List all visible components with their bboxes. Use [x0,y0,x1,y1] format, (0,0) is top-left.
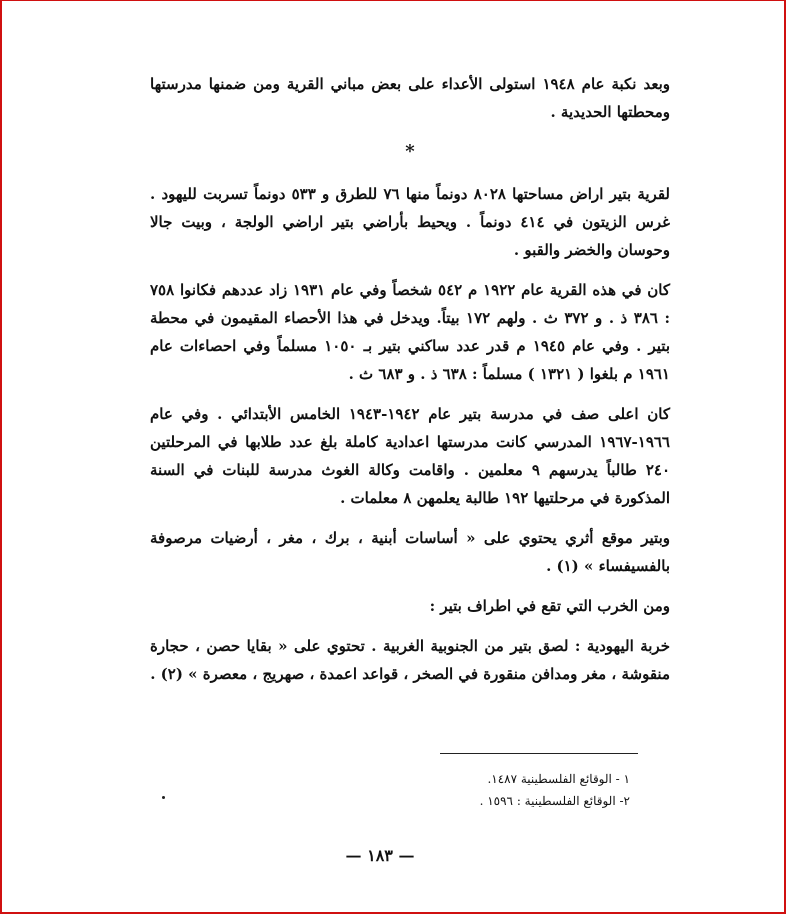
paragraph-ruins-intro: ومن الخرب التي تقع في اطراف بتير : [429,597,670,615]
paragraph-schools: كان اعلى صف في مدرسة بتير عام ١٩٤٢-١٩٤٣ الخامس الأبتدائي . وفي عام ١٩٦٦-١٩٦٧ المدرسي كانت مدرستها اعدادية كاملة بلغ عدد طلابها في المرحلتين ٢٤٠ طالباً يدرسهم ٩ معلمين . واقامت وكالة الغوث مدرسة للبنات في السنة المذكورة في مرحلتيها ١٩٢ طالبة يعلمهن ٨ معلمات . [150,405,670,507]
paragraph-khirbet-yahudiya [150,632,670,688]
page-number: — ١٨٣ — [345,846,415,865]
khirbet-body: لصق بتير من الجنوبية الغربية . تحتوي على « بقايا حصن ، حجارة منقوشة ، مغر ومدافن منقورة في الصخر ، قواعد اعمدة ، صهريج ، معصرة » (٢) . [150,637,670,683]
footnote-divider [440,753,638,754]
page-body [150,70,670,700]
section-star: * [405,141,415,162]
paragraph-archaeology: وبتير موقع أثري يحتوي على « أساسات أبنية ، برك ، مغر ، أرضيات مرصوفة بالفسيفساء » (١) . [150,529,670,575]
paragraph-lands: لقرية بتير اراض مساحتها ٨٠٢٨ دونماً منها ٧٦ للطرق و ٥٣٣ دونماً تسربت لليهود . غرس الزيتون في ٤١٤ دونماً . ويحيط بأراضي بتير اراضي الولجة ، وبيت جالا وحوسان والخضر والقبو . [150,185,670,259]
paragraph-nakba: وبعد نكبة عام ١٩٤٨ استولى الأعداء على بعض مباني القرية ومن ضمنها مدرستها ومحطتها الحديدية . [150,75,671,121]
paragraph-population: كان في هذه القرية عام ١٩٢٢ م ٥٤٢ شخصاً وفي عام ١٩٣١ زاد عددهم فكانوا ٧٥٨ : ٣٨٦ ذ . و ٣٧٢ ث . ولهم ١٧٢ بيتاً. ويدخل في هذا الأحصاء المقيمون في محطة بتير . وفي عام ١٩٤٥ م قدر عدد ساكني بتير بـ ١٠٥٠ مسلماً وفي احصاءات عام ١٩٦١ م بلغوا ( ١٣٢١ ) مسلماً : ٦٣٨ ذ . و ٦٨٣ ث . [150,281,671,383]
footnotes [420,768,630,812]
footnote-1: ١ - الوقائع الفلسطينية ١٤٨٧. [487,772,630,786]
stray-mark [162,796,165,799]
footnote-2: ٢- الوقائع الفلسطينية : ١٥٩٦ . [479,794,630,808]
khirbet-heading: خربة اليهودية : [574,637,670,655]
